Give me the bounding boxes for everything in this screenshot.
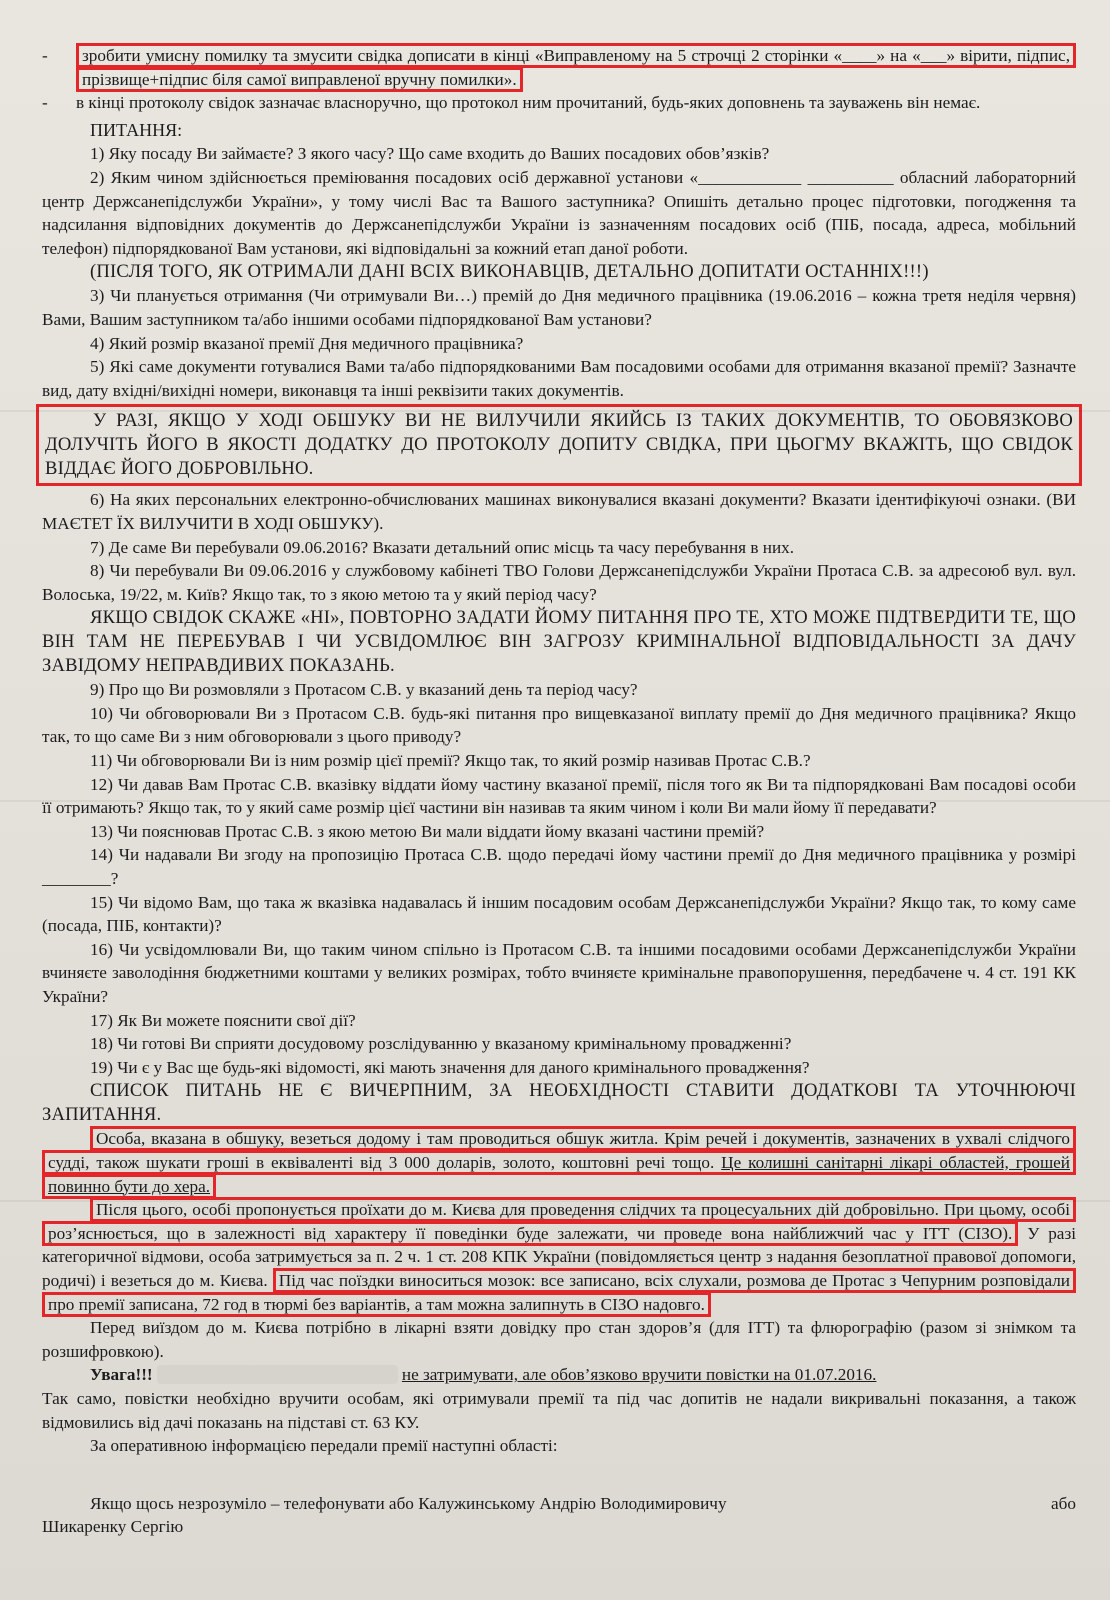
search-paragraph bbox=[42, 1127, 1076, 1198]
question-6: 6) На яких персональних електронно-обчислюваних машинах виконувалися вказані документи? Вказати ідентифікуючі ознаки. (ВИ МАЄТЕТ ЇХ ВИЛУЧИТИ В ХОДІ ОБШУКУ). bbox=[42, 490, 1076, 533]
question-5: 5) Які саме документи готувалися Вами та/або підпорядкованими Вам посадовими особами для отримання вказаної премії? Зазначте вид, дату вхідні/вихідні номери, виконавця та інші реквізити таких документів. bbox=[42, 357, 1076, 400]
contact-name: Шикаренку Сергію bbox=[42, 1517, 184, 1537]
question-16: 16) Чи усвідомлювали Ви, що таким чином спільно із Протасом С.В. та іншими посадовими особами Держсанепідслужби України вчиняєте заволодіння бюджетними коштами у великих розмірах, тобто вчиняєте кримінальне правопорушення, передбачене ч. 4 ст. 191 КК України? bbox=[42, 939, 1076, 1006]
question-12: 12) Чи давав Вам Протас С.В. вказівку віддати йому частину вказаної премії, після того як Ви та підпорядковані Вам посадові особи її отримають? Якщо так, то у який саме розмір цієї частини він називав та яким чином і коли Ви мали йому її передавати? bbox=[42, 774, 1076, 818]
question-1: 1) Яку посаду Ви займаєте? З якого часу? Що саме входить до Ваших посадових обов’язків? bbox=[90, 144, 770, 164]
contact-or: або bbox=[1051, 1493, 1076, 1513]
instruction-note-3: ЯКЩО СВІДОК СКАЖЕ «НІ», ПОВТОРНО ЗАДАТИ ЙОМУ ПИТАННЯ ПРО ТЕ, ХТО МОЖЕ ПІДТВЕРДИТИ ТЕ, ЩО ВІН ТАМ НЕ ПЕРЕБУВАВ І ЧИ УСВІДОМЛЮЄ ВІН ЗАГРОЗУ КРИМІНАЛЬНОЇ ВІДПОВІДАЛЬНОСТІ ЗА ДАЧУ ЗАВІДОМУ НЕПРАВДИВИХ ПОКАЗАНЬ. bbox=[42, 607, 1076, 677]
intro-item-2: - в кінці протоколу свідок зазначає власноручно, що протокол ним прочитаний, будь-яких доповнень та зауважень він немає. bbox=[42, 91, 1076, 115]
highlight-box-trip: Під час поїздки виноситься мозок: все записано, всіх слухали, розмова де Протас з Чепурним розповідали про премії записана, 72 год в тюрмі без варіантів, а там можна залипнуть в СІЗО надовго. bbox=[42, 1268, 1076, 1317]
regions-note: За оперативною інформацією передали премії наступні області: bbox=[90, 1436, 558, 1456]
question-13: 13) Чи пояснював Протас С.В. з якою метою Ви мали віддати йому вказані частини премій? bbox=[90, 821, 765, 841]
instruction-note-1: (ПІСЛЯ ТОГО, ЯК ОТРИМАЛИ ДАНІ ВСІХ ВИКОНАВЦІВ, ДЕТАЛЬНО ДОПИТАТИ ОСТАННІХ!!!) bbox=[90, 261, 929, 283]
question-9: 9) Про що Ви розмовляли з Протасом С.В. у вказаний день та період часу? bbox=[90, 680, 638, 700]
highlight-box-search bbox=[42, 1126, 1076, 1198]
question-17: 17) Як Ви можете пояснити свої дії? bbox=[90, 1010, 356, 1030]
medical-note: Перед виїздом до м. Києва потрібно в лікарні взяти довідку про стан здоров’я (для ІТТ) та флюрографію (разом зі знімком та розшифровкою). bbox=[42, 1318, 1076, 1361]
contact-text: Якщо щось незрозуміло – телефонувати або Калужинському Андрію Володимировичу bbox=[90, 1493, 727, 1513]
highlight-box-documents bbox=[36, 404, 1082, 486]
question-3: 3) Чи планується отримання (Чи отримували Ви…) премій до Дня медичного працівника (19.06.2016 – кожна третя неділя червня) Вами, Вашим заступником та/або іншими особами підпорядкованої Вам установи? bbox=[42, 286, 1076, 329]
intro-item-1 bbox=[42, 44, 1076, 91]
questions-heading: ПИТАННЯ: bbox=[90, 119, 183, 140]
instruction-note-4: СПИСОК ПИТАНЬ НЕ Є ВИЧЕРПНИМ, ЗА НЕОБХІДНОСТІ СТАВИТИ ДОДАТКОВІ ТА УТОЧНЮЮЧІ ЗАПИТАННЯ. bbox=[42, 1080, 1076, 1126]
question-8: 8) Чи перебували Ви 09.06.2016 у службовому кабінеті ТВО Голови Держсанепідслужби України Протаса С.В. за адресоюб вул. вул. Волоська, 19/22, м. Київ? Якщо так, то з якою метою та у який період часу? bbox=[42, 561, 1076, 604]
attention-label: Увага!!! bbox=[90, 1365, 153, 1385]
question-2: 2) Яким чином здійснюється преміювання посадових осіб державної установи «____________ __________ обласний лабораторний центр Держсанепідслужби України», у тому числі Вас та Вашого заступника? Опишіть детально процес підготовки, погодження та надсилання відповідних документів до Держсанепідслужби України із зазначенням посадових осіб (ПІБ, посада, адреса, мобільний телефон) підпорядкованої Вам установи, які відповідальні за кожний етап даної роботи. bbox=[42, 167, 1076, 258]
summons-note: Так само, повістки необхідно вручити особам, які отримували премії та під час допитів не надали викривальні показання, а також відмовились від дачі показань на підставі ст. 63 КУ. bbox=[42, 1388, 1076, 1432]
question-4: 4) Який розмір вказаної премії Дня медичного працівника? bbox=[90, 333, 524, 353]
travel-paragraph bbox=[42, 1198, 1076, 1316]
search-comment: Це колишні санітарні лікарі областей, грошей повинно бути до хера. bbox=[48, 1152, 1071, 1196]
detention-text: У разі категоричної відмови, особа затримується за п. 2 ч. 1 ст. 208 КПК України (повідомляється центр з надання безоплатної правової допомоги, родичі) і везеться до м. Києва. bbox=[42, 1223, 1077, 1290]
question-11: 11) Чи обговорювали Ви із ним розмір цієї премії? Якщо так, то який розмір називав Протас С.В.? bbox=[90, 751, 811, 771]
question-19: 19) Чи є у Вас ще будь-які відомості, які мають значення для даного кримінального провадження? bbox=[90, 1057, 810, 1077]
search-text: Особа, вказана в обшуку, везеться додому і там проводиться обшук житла. Крім речей і документів, зазначених в ухвалі слідчого судді, також шукати гроші в еквіваленті від 3 000 доларів, золото, коштовні речі тощо. bbox=[48, 1129, 1070, 1172]
highlight-box-travel: Після цього, особі пропонується проїхати до м. Києва для проведення слідчих та процесуальних дій добровільно. При цьому, особі роз’яснюється, що в залежності від характеру її поведінки буде залежати, чи проведе вона найближчий час у ІТТ (СІЗО). bbox=[42, 1197, 1076, 1246]
question-18: 18) Чи готові Ви сприяти досудовому розслідуванню у вказаному кримінальному провадженні? bbox=[90, 1034, 792, 1054]
redacted-block bbox=[157, 1365, 398, 1384]
attention-line bbox=[42, 1363, 1076, 1387]
question-7: 7) Де саме Ви перебували 09.06.2016? Вказати детальний опис місць та часу перебування в них. bbox=[90, 537, 795, 557]
question-10: 10) Чи обговорювали Ви з Протасом С.В. будь-які питання про вищевказаної виплату премії до Дня медичного працівника? Якщо так, то що саме Ви з ним обговорювали з цього приводу? bbox=[42, 703, 1076, 747]
instruction-note-2: У РАЗІ, ЯКЩО У ХОДІ ОБШУКУ ВИ НЕ ВИЛУЧИЛИ ЯКИЙСЬ ІЗ ТАКИХ ДОКУМЕНТІВ, ТО ОБОВЯЗКОВО ДОЛУЧІТЬ ЙОГО В ЯКОСТІ ДОДАТКУ ДО ПРОТОКОЛУ ДОПИТУ СВІДКА, ПРИ ЦЬОГМУ ВКАЖІТЬ, ЩО СВІДОК ВІДДАЄ ЙОГО ДОБРОВІЛЬНО. bbox=[45, 410, 1073, 480]
redacted-regions bbox=[42, 1458, 1076, 1492]
highlight-box-intro: зробити умисну помилку та змусити свідка дописати в кінці «Виправленому на 5 строчці 2 сторінки «____» на «___» вірити, підпис, прізвище+підпис біля самої виправленої вручну помилки». bbox=[76, 43, 1076, 92]
question-14: 14) Чи надавали Ви згоду на пропозицію Протаса С.В. щодо передачі йому частини премії до Дня медичного працівника у розмірі ________? bbox=[42, 845, 1076, 889]
question-15: 15) Чи відомо Вам, що така ж вказівка надавалась й іншим посадовим особам Держсанепідслужби України? Якщо так, то кому саме (посада, ПІБ, контакти)? bbox=[42, 892, 1076, 936]
contact-line bbox=[42, 1492, 1076, 1516]
attention-text: не затримувати, але обов’язково вручити повістки на 01.07.2016. bbox=[401, 1365, 877, 1385]
